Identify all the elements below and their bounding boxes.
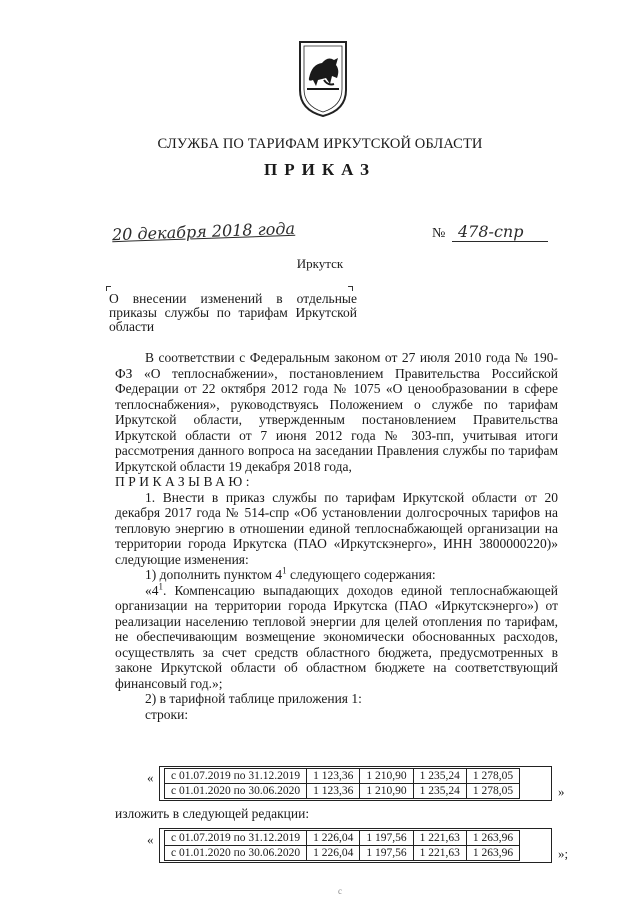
quoted-clause: «$4^1$. Компенсацию выпадающих доходов единой теплоснабжающей организации на территории города Иркутска (ПАО «Иркутскэнерго») от реализации населению тепловой энергии для целей отопления по тарифам, не обеспечивающим возмещение экономически обоснованных расходов, осуществлять за счет средств областного бюджета, предусмотренных в законе Иркутской области об областном бюджете на соответствующий финансовый год.»;: [115, 581, 558, 691]
item-1-1: 1) дополнить пунктом $4^1$ следующего содержания:: [145, 565, 436, 582]
document-type: ПРИКАЗ: [264, 160, 376, 179]
organization-name: СЛУЖБА ПО ТАРИФАМ ИРКУТСКОЙ ОБЛАСТИ: [157, 136, 483, 152]
table-old: [164, 768, 520, 799]
new-edition-label: изложить в следующей редакции:: [115, 806, 310, 821]
table-old-open-quote: «: [147, 770, 154, 785]
table-row: с 01.07.2019 по 31.12.2019 1 226,04 1 197,56 1 221,63 1 263,96: [165, 831, 520, 846]
table-row: с 01.07.2019 по 31.12.2019 1 123,36 1 210,90 1 235,24 1 278,05: [165, 769, 520, 784]
table-row: с 01.01.2020 по 30.06.2020 1 226,04 1 197,56 1 221,63 1 263,96: [165, 846, 520, 861]
rows-label: строки:: [145, 706, 189, 722]
handwritten-number: 478-спр: [452, 222, 548, 242]
order-word: ПРИКАЗЫВАЮ:: [115, 474, 253, 489]
number-label: №: [432, 226, 446, 241]
item-1: 1. Внести в приказ службы по тарифам Иркутской области от 20 декабря 2017 года № 514-спр «Об установлении долгосрочных тарифов на тепловую энергию в отношении единой теплоснабжающей организации на территории города Иркутска (ПАО «Иркутскэнерго», ИНН 3800000220)» следующие изменения:: [115, 489, 558, 567]
table-new: [164, 830, 520, 861]
footer-mark: с: [338, 886, 342, 896]
item-1-2: 2) в тарифной таблице приложения 1:: [145, 691, 362, 706]
table-old-close-quote: »: [558, 784, 565, 799]
table-new-open-quote: «: [147, 832, 154, 847]
table-new-close-quote: »;: [558, 846, 569, 861]
handwritten-date: 20 декабря 2018 года: [111, 218, 296, 245]
table-row: с 01.01.2020 по 30.06.2020 1 123,36 1 210,90 1 235,24 1 278,05: [165, 784, 520, 799]
document-subject: О внесении изменений в отдельные приказы службы по тарифам Иркутской области: [109, 291, 357, 334]
city: Иркутск: [296, 256, 344, 271]
preamble: В соответствии с Федеральным законом от 27 июля 2010 года № 190-ФЗ «О теплоснабжении», постановлением Правительства Российской Федерации от 22 октября 2012 года № 1075 «О ценообразовании в сфере теплоснабжения», руководствуясь Положением о службе по тарифам Иркутской области, утвержденным постановлением Правительства Иркутской области от 7 июня 2012 года № 303-пп, учитывая итоги рассмотрения данного вопроса на заседании Правления службы по тарифам Иркутской области 19 декабря 2018 года,: [115, 350, 558, 474]
document-body: [115, 350, 558, 722]
coat-of-arms-icon: [294, 38, 352, 118]
